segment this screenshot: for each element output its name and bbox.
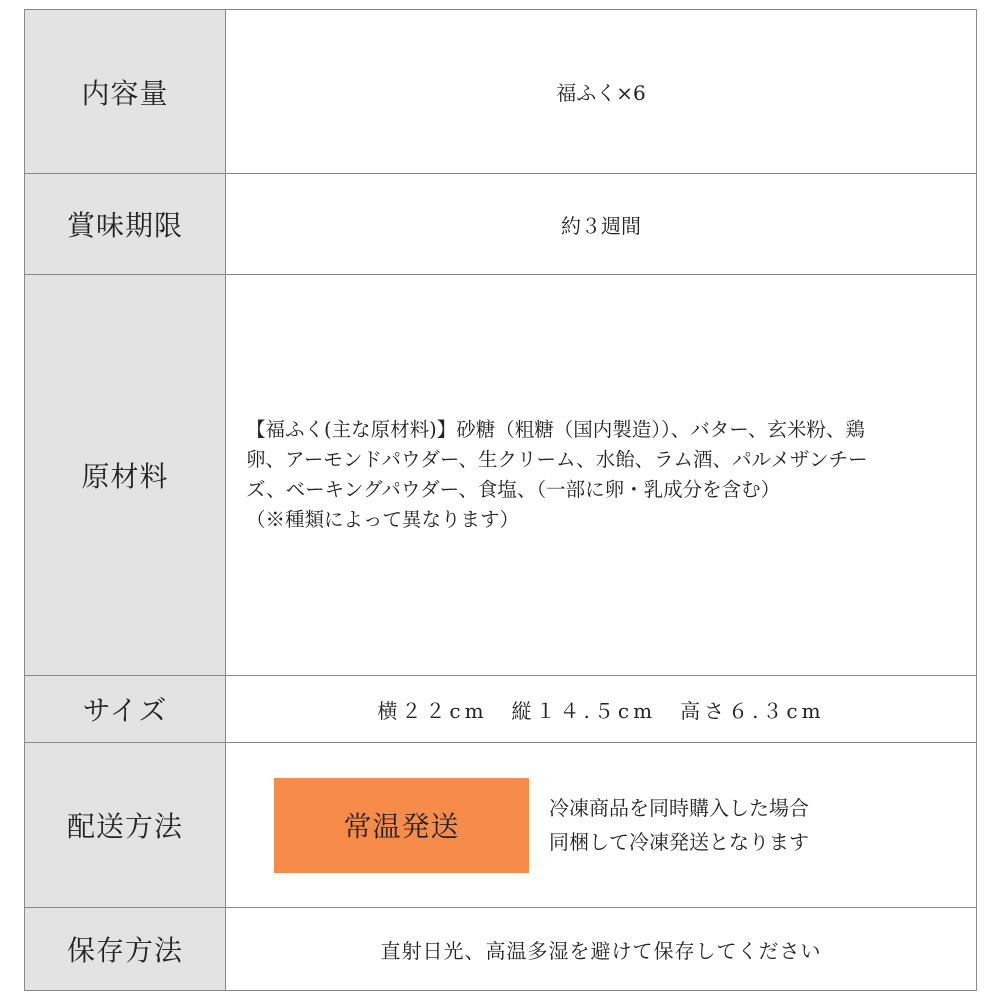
ingredients-line: （※種類によって異なります）: [246, 508, 520, 531]
contents-value: 福ふく×6: [226, 9, 977, 174]
row-shipping: [24, 743, 977, 908]
row-contents: [24, 9, 977, 174]
ingredients-text: [246, 415, 867, 535]
storage-text: 直射日光、高温多湿を避けて保存してください: [380, 938, 822, 963]
contents-label: 内容量: [24, 9, 226, 174]
row-ingredients: [24, 275, 977, 676]
ingredients-line: 【福ふく(主な原材料)】砂糖（粗糖（国内製造））、バター、玄米粉、鶏: [246, 418, 865, 441]
row-storage: [24, 908, 977, 991]
shelf-life-value: 約３週間: [226, 174, 977, 275]
storage-label: 保存方法: [24, 908, 226, 991]
shipping-value: [226, 743, 977, 908]
shipping-note: [549, 791, 809, 859]
size-value: [226, 676, 977, 743]
product-info-table: [24, 9, 977, 991]
size-text: 横２２cm 縦１４.５cm 高さ６.３cm: [377, 698, 825, 723]
ingredients-line: ズ、ベーキングパウダー、食塩、（一部に卵・乳成分を含む）: [246, 478, 781, 501]
shelf-life-label: 賞味期限: [24, 174, 226, 275]
ingredients-value: [226, 275, 977, 676]
storage-value: [226, 908, 977, 991]
shipping-badge: 常温発送: [274, 778, 529, 873]
shipping-note-line: 冷凍商品を同時購入した場合: [549, 796, 809, 820]
row-shelf-life: [24, 174, 977, 275]
ingredients-label: 原材料: [24, 275, 226, 676]
shipping-note-line: 同梱して冷凍発送となります: [549, 830, 809, 854]
size-label: サイズ: [24, 676, 226, 743]
ingredients-line: 卵、アーモンドパウダー、生クリーム、水飴、ラム酒、パルメザンチー: [246, 448, 868, 471]
shipping-label: 配送方法: [24, 743, 226, 908]
row-size: [24, 676, 977, 743]
